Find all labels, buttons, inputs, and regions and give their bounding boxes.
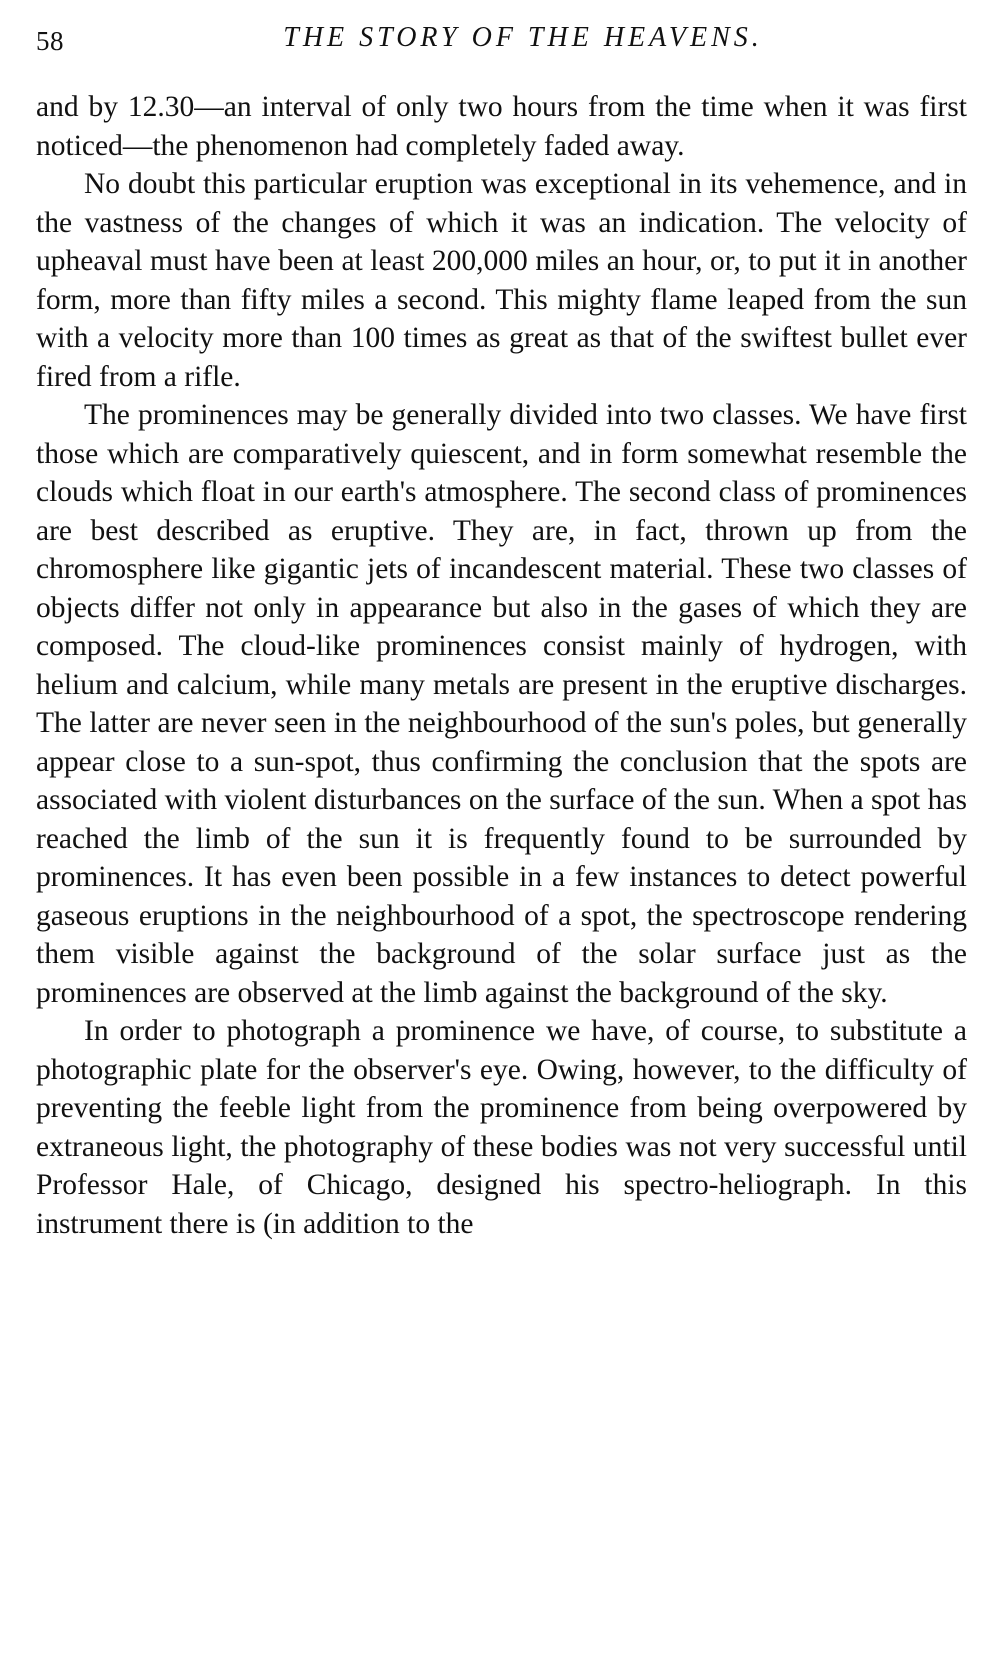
page-number: 58 (36, 26, 64, 56)
paragraph-eruption-velocity: No doubt this particular eruption was exceptional in its vehemence, and in the vastness of the changes of which it was an indication. The velocity of upheaval must have been at least 200,000 miles an hour, or, to put it in another form, more than fifty miles a second. This mighty flame leaped from the sun with a velocity more than 100 times as great as that of the swiftest bullet ever fired from a rifle. (36, 168, 967, 393)
running-title: THE STORY OF THE HEAVENS. (283, 22, 763, 53)
paragraph-continuation: and by 12.30—an interval of only two hours from the time when it was first noticed—the phenomenon had completely faded away. (36, 91, 967, 162)
paragraph-prominence-classes: The prominences may be generally divided into two classes. We have first those which are comparatively quiescent, and in form somewhat resemble the clouds which float in our earth's atmosphere. The second class of prominences are best described as eruptive. They are, in fact, thrown up from the chromosphere like gigantic jets of incandescent material. These two classes of objects differ not only in appearance but also in the gases of which they are composed. The cloud-like prominences consist mainly of hydrogen, with helium and calcium, while many metals are present in the eruptive discharges. The latter are never seen in the neighbourhood of the sun's poles, but generally appear close to a sun-spot, thus confirming the conclusion that the spots are associated with violent disturbances on the surface of the sun. When a spot has reached the limb of the sun it is frequently found to be surrounded by prominences. It has even been possible in a few instances to detect powerful gaseous eruptions in the neighbourhood of a spot, the spectroscope rendering them visible against the background of the solar surface just as the prominences are observed at the limb against the background of the sky. (36, 399, 967, 1009)
page-header (36, 22, 970, 62)
paragraph-photography: In order to photograph a prominence we have, of course, to substitute a photographic plate for the observer's eye. Owing, however, to the difficulty of preventing the feeble light from the prominence from being overpowered by extraneous light, the photography of these bodies was not very successful until Professor Hale, of Chicago, designed his spectro-heliograph. In this instrument there is (in addition to the (36, 1015, 967, 1240)
body-text (36, 88, 967, 1243)
